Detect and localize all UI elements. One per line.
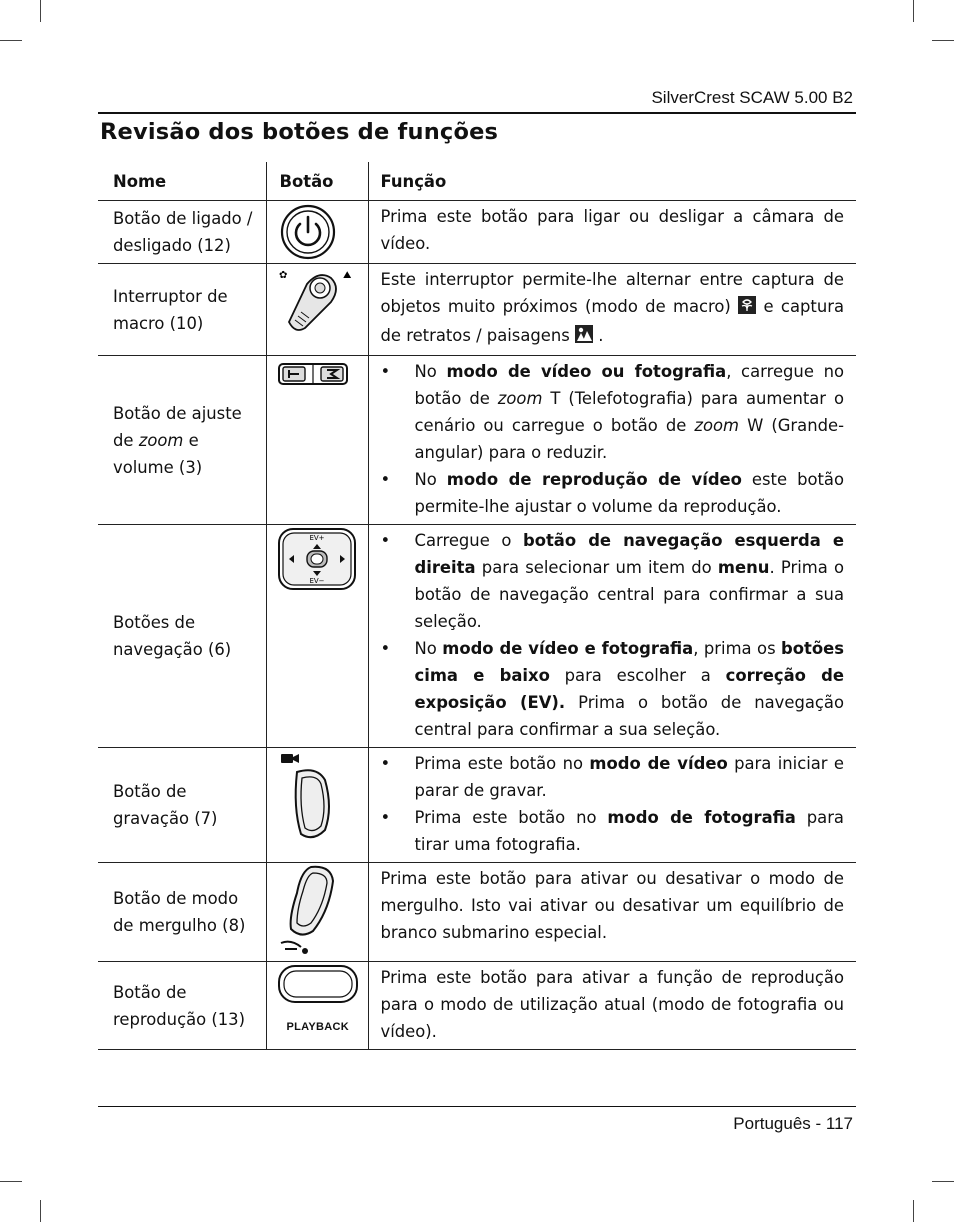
row-name: Botão de ajuste de zoom e volume (3) <box>98 356 266 525</box>
power-button-icon <box>267 201 367 263</box>
row-name: Botão de reprodução (13) <box>98 962 266 1050</box>
row-name: Botão de gravação (7) <box>98 748 266 863</box>
table-row <box>98 201 856 264</box>
crop-mark <box>40 1200 41 1222</box>
row-function <box>368 356 856 525</box>
record-button-icon <box>267 748 367 862</box>
row-button-cell <box>266 863 368 962</box>
column-header-function: Função <box>368 162 856 201</box>
row-button-cell <box>266 264 368 356</box>
table-row <box>98 863 856 962</box>
list-item: • Prima este botão no modo de fotografia para tirar uma fotografia. <box>381 804 845 858</box>
row-name: Botão de ligado / desligado (12) <box>98 201 266 264</box>
row-function: Este interruptor permite-lhe alternar entre captura de objetos muito próximos (modo de macro) e captura de retratos / paisagens . <box>368 264 856 356</box>
table-header-row <box>98 162 856 201</box>
row-name: Botão de modo de mergulho (8) <box>98 863 266 962</box>
crop-mark <box>0 40 22 41</box>
list-item: • No modo de vídeo ou fotografia, carregue no botão de zoom T (Telefotografia) para aumentar o cenário ou carregue o botão de zoom W (Grande-angular) para o reduzir. <box>381 358 845 466</box>
svg-text:✿: ✿ <box>278 270 287 281</box>
footer-rule <box>98 1106 856 1107</box>
ev-minus-label: EV− <box>308 577 325 585</box>
row-function: Prima este botão para ativar a função de reprodução para o modo de utilização atual (modo de fotografia ou vídeo). <box>368 962 856 1050</box>
row-name: Botões de navegação (6) <box>98 525 266 748</box>
dive-mode-button-icon <box>267 863 367 961</box>
row-function <box>368 525 856 748</box>
svg-text:⛰: ⛰ <box>342 270 351 281</box>
bullet-list <box>381 527 845 743</box>
ev-plus-label: EV+ <box>308 534 325 542</box>
crop-mark <box>932 1181 954 1182</box>
crop-mark <box>40 0 41 22</box>
bullet-list <box>381 750 845 858</box>
table-row <box>98 748 856 863</box>
macro-mode-icon <box>738 295 756 322</box>
crop-mark <box>913 1200 914 1222</box>
bullet-list <box>381 358 845 520</box>
playback-label: PLAYBACK <box>286 1021 350 1033</box>
zoom-rocker-icon <box>267 356 367 524</box>
list-item: • No modo de reprodução de vídeo este botão permite-lhe ajustar o volume da reprodução. <box>381 466 845 520</box>
row-button-cell <box>266 962 368 1050</box>
page-number: Português - 117 <box>733 1114 853 1133</box>
table-row <box>98 264 856 356</box>
running-header: SilverCrest SCAW 5.00 B2 <box>651 88 853 107</box>
crop-mark <box>913 0 914 22</box>
list-item: • Prima este botão no modo de vídeo para iniciar e parar de gravar. <box>381 750 845 804</box>
table-row <box>98 356 856 525</box>
row-button-cell <box>266 356 368 525</box>
column-header-button: Botão <box>266 162 368 201</box>
header-rule <box>98 112 856 114</box>
row-button-cell <box>266 201 368 264</box>
crop-mark <box>932 40 954 41</box>
page-title: Revisão dos botões de funções <box>100 119 499 145</box>
crop-mark <box>0 1181 22 1182</box>
table-row <box>98 525 856 748</box>
row-function: Prima este botão para ligar ou desligar a câmara de vídeo. <box>368 201 856 264</box>
list-item: • Carregue o botão de navegação esquerda e direita para selecionar um item do menu. Prima o botão de navegação central para confirmar a sua seleção. <box>381 527 845 635</box>
table-row <box>98 962 856 1050</box>
column-header-name: Nome <box>98 162 266 201</box>
row-function <box>368 748 856 863</box>
portrait-landscape-icon <box>575 324 593 351</box>
navigation-pad-icon <box>267 525 367 747</box>
list-item: • No modo de vídeo e fotografia, prima os botões cima e baixo para escolher a correção de exposição (EV). Prima o botão de navegação central para confirmar a sua seleção. <box>381 635 845 743</box>
playback-button-icon <box>267 962 367 1049</box>
macro-switch-icon <box>267 264 367 355</box>
row-button-cell <box>266 525 368 748</box>
function-table <box>98 162 856 1050</box>
row-button-cell <box>266 748 368 863</box>
row-function: Prima este botão para ativar ou desativar o modo de mergulho. Isto vai ativar ou desativar um equilíbrio de branco submarino especial. <box>368 863 856 962</box>
row-name: Interruptor de macro (10) <box>98 264 266 356</box>
